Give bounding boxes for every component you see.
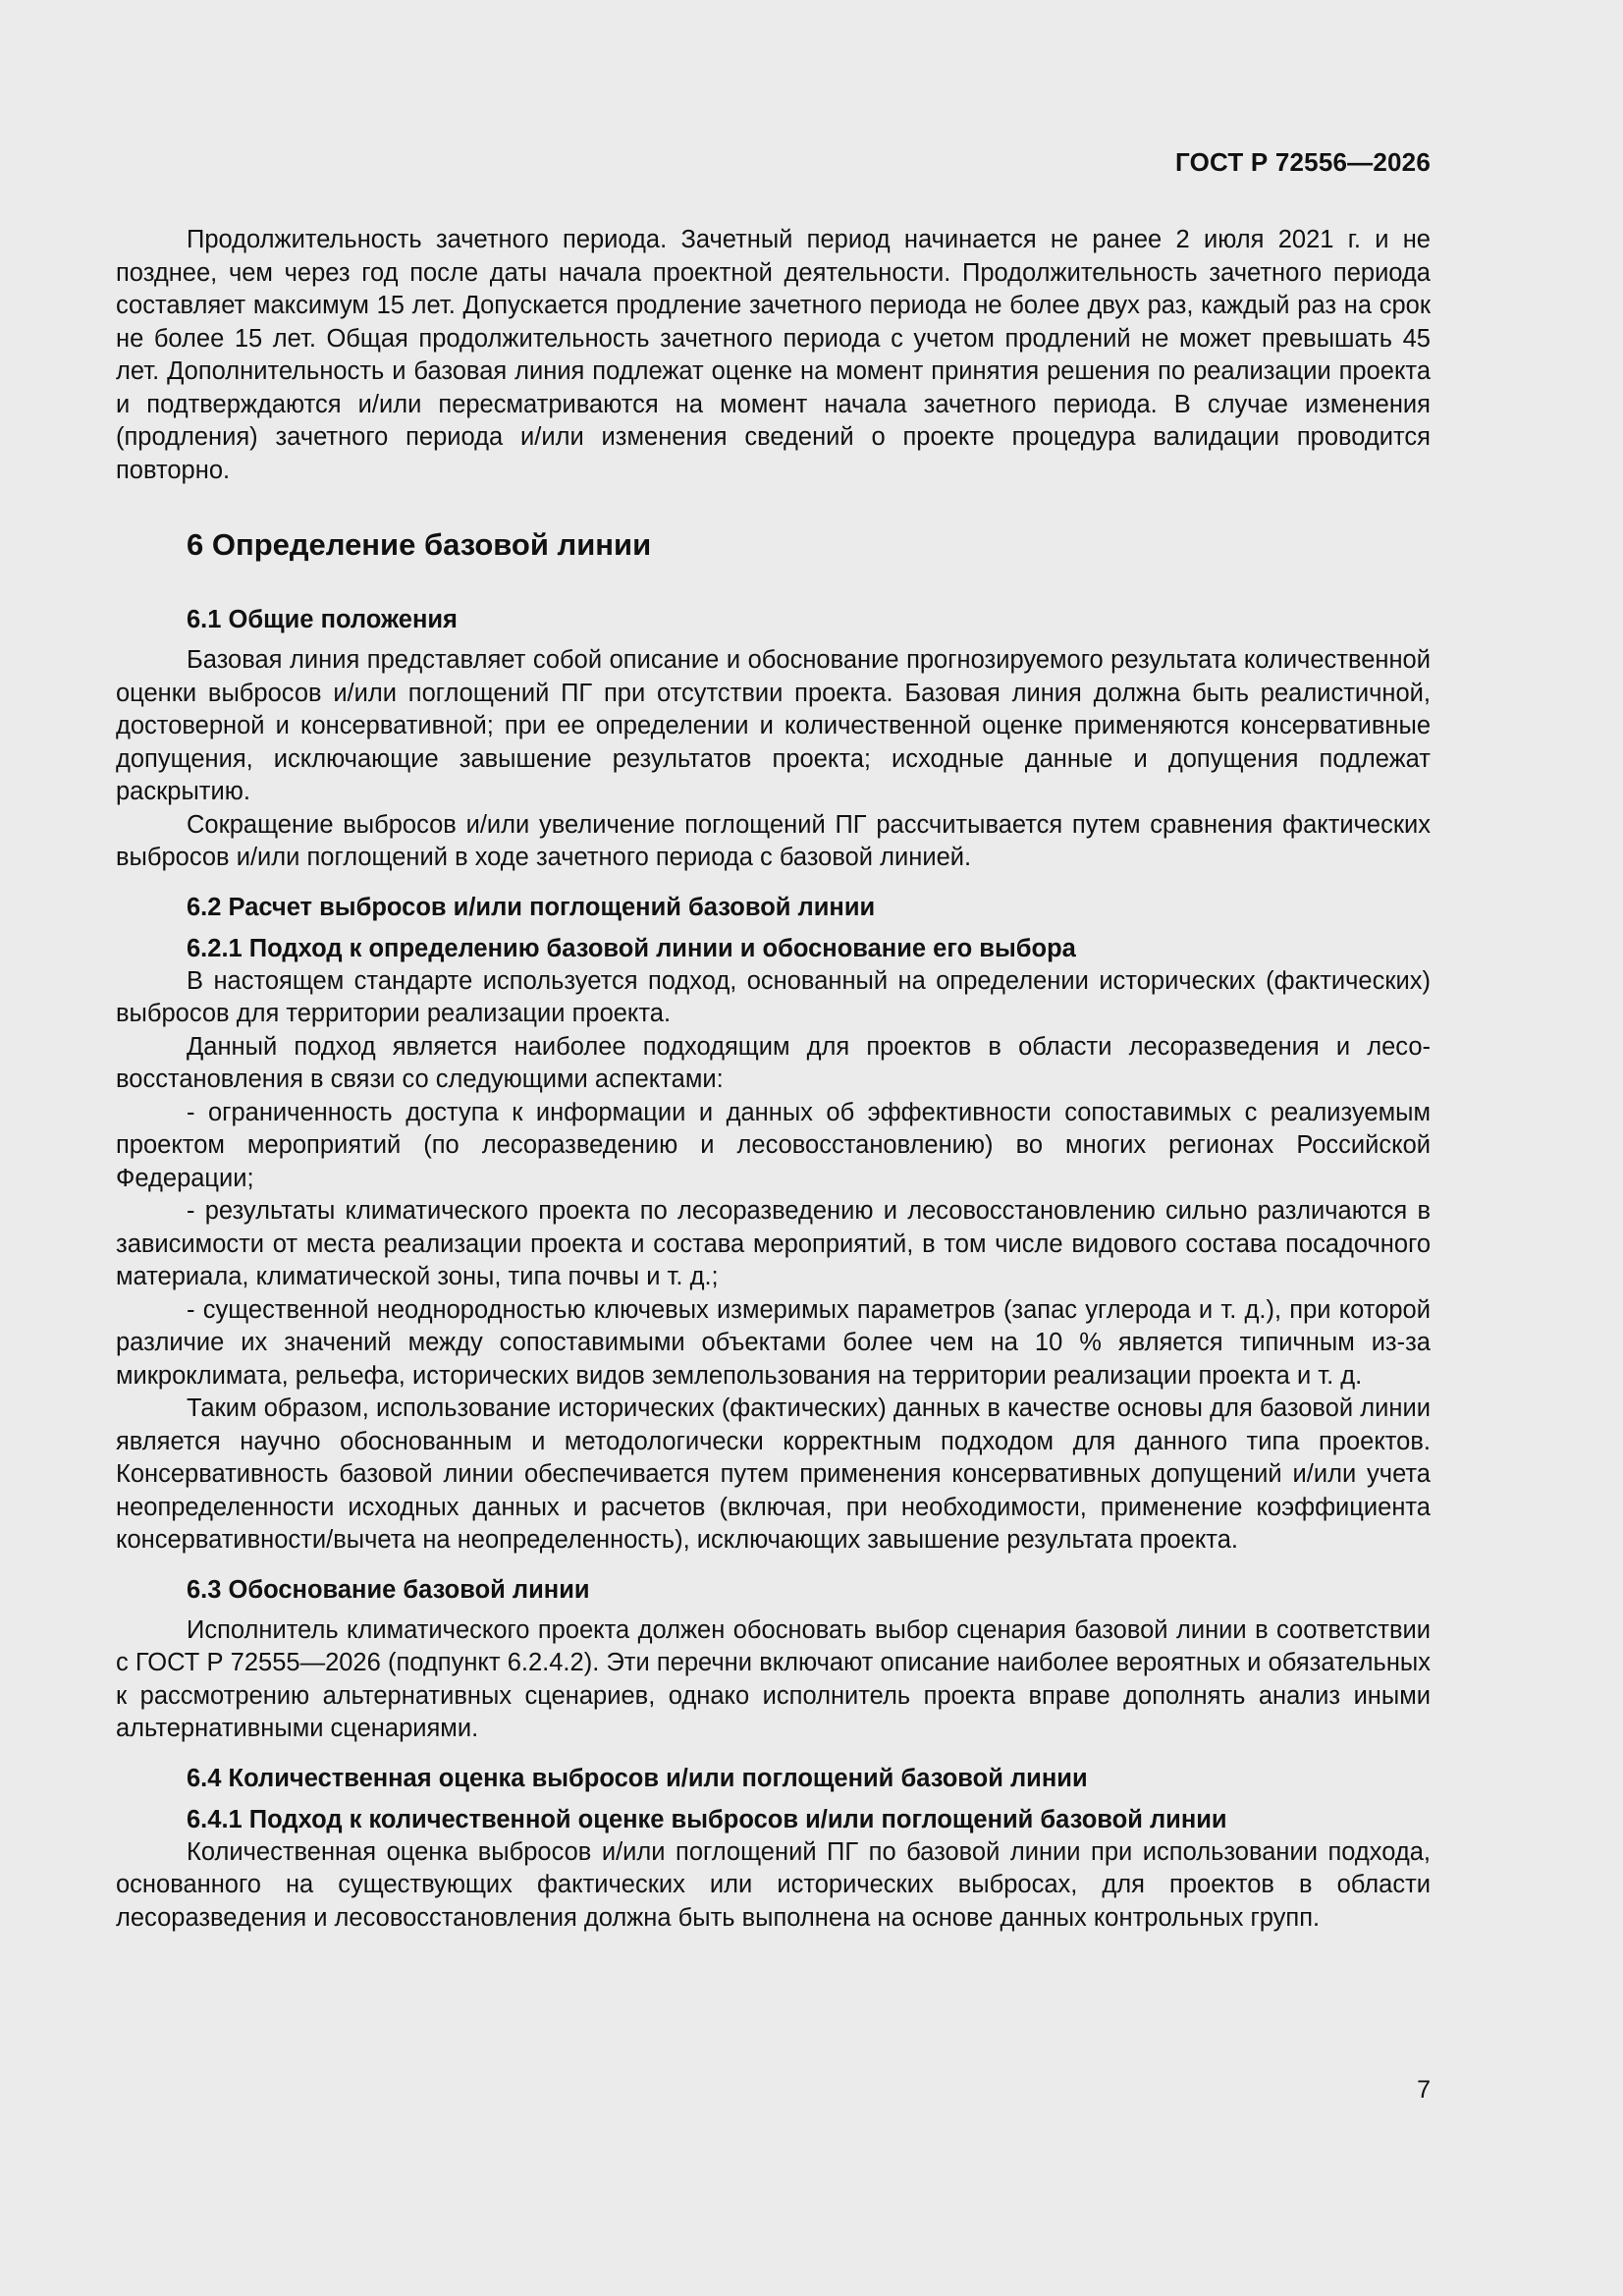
section-6-4-1-paragraph: Количественная оценка выбросов и/или поглощений ПГ по базовой линии при использовании подхода, основанного на существующих фактических или исторических выбросах, для проектов в области лесоразведения и лесовосстановления должна быть выполнена на основе данных контрольных групп. (116, 1837, 1431, 1932)
section-6-2-1-heading: 6.2.1 Подход к определению базовой линии и обоснование его выбора (187, 934, 1076, 962)
section-6-2-heading: 6.2 Расчет выбросов и/или поглощений базовой линии (187, 893, 876, 921)
page-number: 7 (1417, 2076, 1431, 2104)
section-6-3-heading: 6.3 Обоснование базовой линии (187, 1575, 590, 1604)
document-body (116, 224, 1431, 1935)
section-6-3-paragraph: Исполнитель климатического проекта должен обосновать выбор сценария базовой линии в соответствии с ГОСТ Р 72555—2026 (подпункт 6.2.4.2). Эти перечни включают описание наиболее вероятных и обязательных к рассмотрению альтернативных сценариев, однако исполнитель проекта вправе дополнять анализ иными альтернативными сценариями. (116, 1615, 1431, 1742)
document-header: ГОСТ Р 72556—2026 (1175, 147, 1431, 177)
section-6-2-1-bullet-1: - ограниченность доступа к информации и данных об эффективности сопоставимых с реализуемым проектом мероприятий (по лесоразведению и лесовосстановлению) во многих регионах Российской Федерации; (116, 1098, 1431, 1192)
section-6-1-paragraph-1: Базовая линия представляет собой описание и обоснование прогнозируемого результата количественной оценки выбросов и/или поглощений ПГ при отсутствии проекта. Базовая линия должна быть реалистичной, достоверной и консервативной; при ее определении и количественной оценке применяются консервативные допущения, исключающие завышение результатов проекта; исходные данные и допущения подлежат раскрытию. (116, 646, 1431, 805)
intro-paragraph: Продолжительность зачетного периода. Зачетный период начинается не ранее 2 июля 2021 г. и не позднее, чем через год после даты начала проектной деятельности. Продолжительность зачетного периода составляет максимум 15 лет. Допускается продление зачетного периода не более двух раз, каждый раз на срок не более 15 лет. Общая продолжительность зачетного периода с учетом продлений не может превышать 45 лет. Дополнительность и базовая линия подлежат оценке на момент принятия решения по реализации проекта и подтверждаются и/или пересматриваются на момент начала зачетного периода. В случае изменения (продления) зачетного периода и/или изменения сведений о проекте процедура валидации проводится повторно. (116, 226, 1431, 484)
section-6-heading: 6 Определение базовой линии (187, 527, 652, 562)
section-6-2-1-bullet-2: - результаты климатического проекта по лесоразведению и лесовосстановлению сильно различаются в зависимости от места реализации проекта и состава мероприятий, в том числе видового состава посадочного материала, климатической зоны, типа почвы и т. д.; (116, 1197, 1431, 1290)
section-6-4-1-heading: 6.4.1 Подход к количественной оценке выбросов и/или поглощений базовой линии (187, 1805, 1227, 1833)
section-6-1-heading: 6.1 Общие положения (187, 606, 458, 633)
section-6-2-1-bullet-3: - существенной неоднородностью ключевых измеримых параметров (запас углерода и т. д.), при которой различие их значений между сопоставимыми объектами более чем на 10 % является типичным из-за микроклимата, рельефа, исторических видов землепользования на территории реализации проекта и т. д. (116, 1295, 1431, 1390)
section-6-2-1-paragraph-2: Данный подход является наиболее подходящим для проектов в области лесоразведения и лесовосстановления в связи со следующими аспектами: (116, 1032, 1431, 1093)
section-6-1-paragraph-2: Сокращение выбросов и/или увеличение поглощений ПГ рассчитывается путем сравнения фактических выбросов и/или поглощений в ходе зачетного периода с базовой линией. (116, 810, 1431, 871)
section-6-4-heading: 6.4 Количественная оценка выбросов и/или поглощений базовой линии (187, 1764, 1088, 1792)
section-6-2-1-paragraph-3: Таким образом, использование исторических (фактических) данных в качестве основы для базовой линии является научно обоснованным и методологически корректным подходом для данного типа проектов. Консервативность базовой линии обеспечивается путем применения консервативных допущений и/или учета неопределенности исходных данных и расчетов (включая, при необходимости, применение коэффициента консервативности/вычета на неопределенность), исключающих завышение результата проекта. (116, 1394, 1431, 1554)
section-6-2-1-paragraph-1: В настоящем стандарте используется подход, основанный на определении исторических (фактических) выбросов для территории реализации проекта. (116, 966, 1431, 1027)
